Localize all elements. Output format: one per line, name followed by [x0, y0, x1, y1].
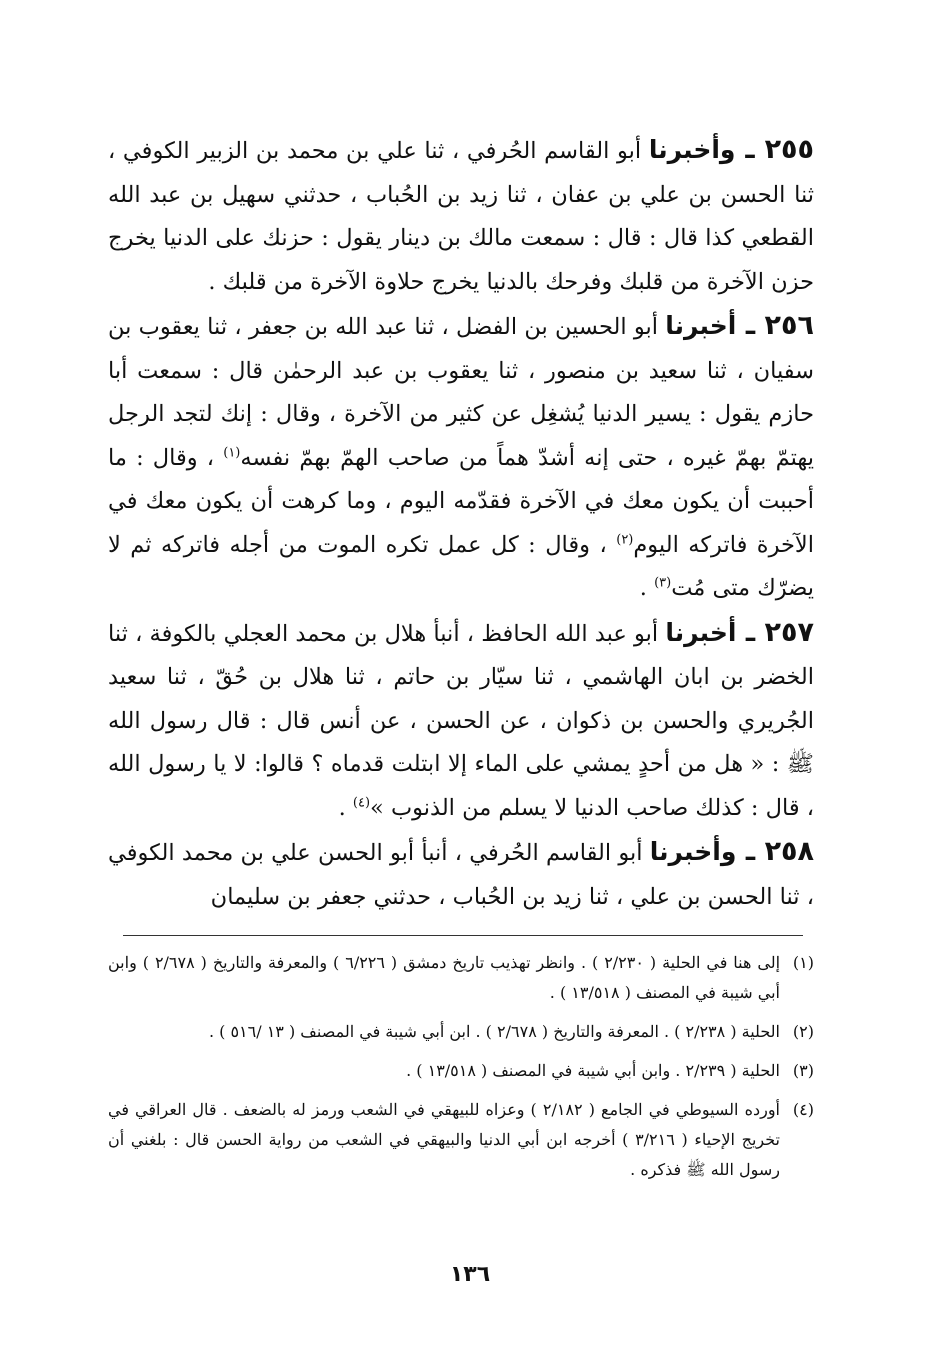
footnote-number: (٤)	[792, 1100, 814, 1119]
footnote-ref: (٣)	[654, 575, 672, 591]
hadith-255	[108, 128, 814, 304]
footnote-divider	[123, 935, 803, 936]
hadith-text: أبو القاسم الحُرفي ، ثنا علي بن محمد بن الزبير الكوفي ، ثنا الحسن بن علي بن عفان ، ثنا زيد بن الحُباب ، حدثني سهيل بن عبد الله القطعي كذا قال : قال : سمعت مالك بن دينار يقول : حزنك على الدنيا يخرج حزن الآخرة من قلبك وفرحك بالدنيا يخرج حلاوة الآخرة من قلبك .	[108, 138, 814, 295]
hadith-number: ٢٥٧	[764, 616, 814, 648]
hadith-text: أبو القاسم الحُرفي ، أنبأ أبو الحسن علي بن محمد الكوفي ، ثنا الحسن بن علي ، ثنا زيد بن الحُباب ، حدثني جعفر بن سليمان	[108, 840, 814, 910]
hadith-heading: وأخبرنا	[648, 135, 736, 164]
book-page	[108, 128, 814, 1194]
main-text	[108, 128, 814, 919]
hadith-text: ، وقال : كل عمل تكره الموت من أجله فاتركه ثم لا يضرّك متى مُت	[108, 531, 814, 601]
hadith-258	[108, 830, 814, 919]
hadith-separator: ـ	[736, 836, 765, 867]
hadith-heading: أخبرنا	[665, 617, 737, 647]
hadith-number: ٢٥٨	[764, 836, 815, 867]
hadith-text: أبو عبد الله الحافظ ، أنبأ هلال بن محمد العجلي بالكوفة ، ثنا الخضر بن ابان الهاشمي ، ثنا سيّار بن حاتم ، ثنا هلال بن حُقّ ، ثنا سعيد الجُريري والحسن بن ذكوان ، عن الحسن ، عن أنس قال : قال رسول الله ﷺ : « هل من أحدٍ يمشي على الماء إلا ابتلت قدماه ؟ قالوا: لا يا رسول الله ، قال : كذلك صاحب الدنيا لا يسلم من الذنوب »	[108, 620, 814, 821]
hadith-text: .	[639, 575, 655, 601]
footnotes	[108, 948, 814, 1185]
hadith-heading: وأخبرنا	[649, 837, 737, 866]
footnote-2	[108, 1017, 814, 1047]
footnote-ref: (١)	[223, 445, 241, 460]
hadith-text: أبو الحسين بن الفضل ، ثنا عبد الله بن جعفر ، ثنا يعقوب بن سفيان ، ثنا سعيد بن منصور ، ثنا يعقوب بن عبد الرحمٰن قال : سمعت أبا حازم يقول : يسير الدنيا يُشغِل عن كثير من الآخرة ، وقال : إنك لتجد الرجل يهتمّ بهمّ غيره ، حتى إنه أشدّ هماً من صاحب الهمّ بهمّ نفسه	[108, 314, 814, 471]
footnote-text: الحلية ( ٢/٢٣٩ . وابن أبي شيبة في المصنف ( ١٣/٥١٨ ) .	[406, 1061, 780, 1080]
page-number: ١٣٦	[449, 1262, 491, 1287]
hadith-heading: أخبرنا	[665, 311, 737, 340]
hadith-separator: ـ	[736, 310, 765, 341]
footnote-3	[108, 1056, 814, 1086]
footnote-ref: (٢)	[616, 532, 634, 547]
hadith-257	[108, 611, 814, 831]
footnote-number: (٢)	[792, 1022, 814, 1041]
footnote-ref: (٤)	[352, 795, 371, 810]
footnote-1	[108, 948, 814, 1008]
footnote-text: إلى هنا في الحلية ( ٢/٢٣٠ ) . وانظر تهذيب تاريخ دمشق ( ٦/٢٢٦ ) والمعرفة والتاريخ ( ٢/٦٧٨ ) وابن أبي شيبة في المصنف ( ١٣/٥١٨ ) .	[108, 953, 781, 1002]
hadith-text: ، وقال : ما أحببت أن يكون معك في الآخرة فقدّمه اليوم ، وما كرهت أن يكون معك في الآخرة فاتركه اليوم	[108, 444, 815, 558]
footnote-number: (٣)	[792, 1061, 814, 1080]
hadith-256	[108, 304, 814, 611]
hadith-number: ٢٥٥	[764, 134, 815, 165]
footnote-text: أورده السيوطي في الجامع ( ٢/١٨٢ ) وعزاه للبيهقي في الشعب ورمز له بالضعف . قال العراقي في تخريج الإحياء ( ٣/٢١٦ ) أخرجه ابن أبي الدنيا والبيهقي في الشعب من رواية الحسن قال : بلغني أن رسول الله ﷺ فذكره .	[108, 1100, 781, 1179]
footnote-number: (١)	[792, 953, 814, 972]
footnote-text: الحلية ( ٢/٢٣٨ ) . المعرفة والتاريخ ( ٢/٦٧٨ ) . ابن أبي شيبة في المصنف ( ١٣ /٥١٦ ) .	[208, 1022, 780, 1041]
hadith-text: .	[338, 794, 353, 821]
hadith-separator: ـ	[736, 616, 765, 648]
hadith-separator: ـ	[735, 134, 765, 165]
footnote-4	[108, 1095, 814, 1185]
hadith-number: ٢٥٦	[764, 310, 814, 341]
